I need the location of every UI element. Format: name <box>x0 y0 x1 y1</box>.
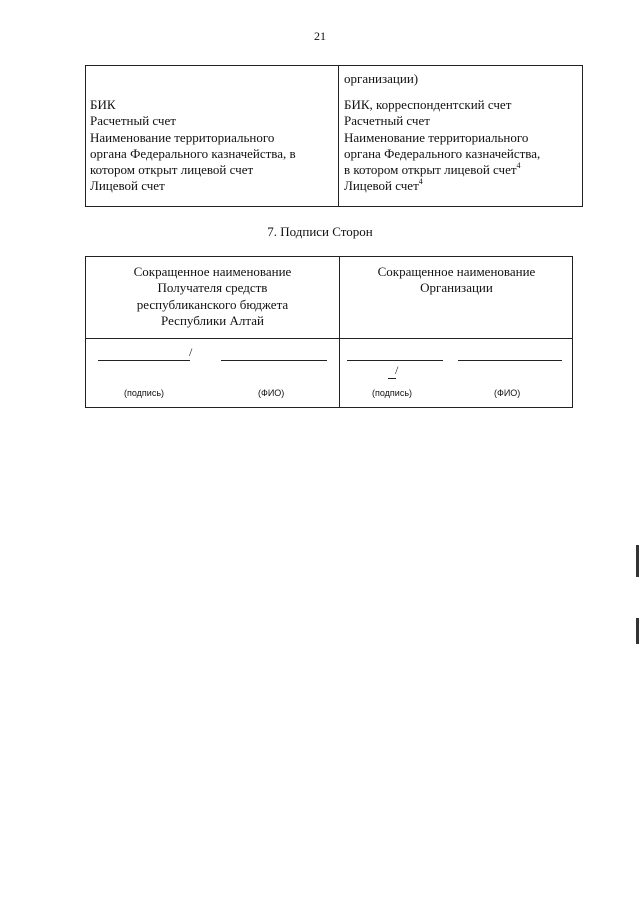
personal-account-label: Лицевой счет <box>90 178 165 194</box>
recipient-bank-lines <box>90 97 296 195</box>
header-line: Сокращенное наименование <box>377 264 536 279</box>
account-label: Расчетный счет <box>90 113 176 129</box>
bik-correspondent-label: БИК, корреспондентский счет <box>344 97 512 112</box>
footnote-mark: 4 <box>516 161 521 171</box>
header-line: Сокращенное наименование <box>133 264 292 279</box>
treasury-label-line-2: органа Федерального казначейства, в <box>90 145 296 161</box>
header-line: Республики Алтай <box>161 313 264 329</box>
organization-slash-underline <box>388 378 396 379</box>
personal-account-label: Лицевой счет$^4$ <box>344 177 423 194</box>
header-line: Получателя средств <box>157 280 268 296</box>
recipient-name-caption: (ФИО) <box>258 388 285 398</box>
scan-edge-mark <box>636 618 639 644</box>
organization-signature-line[interactable] <box>347 360 443 361</box>
signatures-table <box>85 256 573 408</box>
recipient-bank-details <box>86 66 339 206</box>
section-title: 7. Подписи Сторон <box>267 224 373 239</box>
column-divider <box>339 257 340 407</box>
recipient-name-header <box>86 264 339 330</box>
signatures-header-row <box>86 257 572 339</box>
treasury-label-line-2: органа Федерального казначейства, <box>344 145 541 161</box>
organization-bank-details <box>339 66 582 206</box>
recipient-slash: / <box>189 345 193 359</box>
scan-edge-mark <box>636 545 639 577</box>
carried-over-text: организации) <box>344 71 419 86</box>
treasury-label-line-3: в котором открыт лицевой счет$^4$ <box>344 161 521 178</box>
recipient-name-line[interactable] <box>221 360 327 361</box>
organization-bank-lines <box>344 97 540 195</box>
recipient-signature-caption: (подпись) <box>124 388 165 398</box>
organization-name-caption: (ФИО) <box>494 388 521 398</box>
page-number: 21 <box>314 29 326 43</box>
organization-name-line[interactable] <box>458 360 562 361</box>
organization-name-header <box>341 264 572 297</box>
header-line: Организации <box>420 280 493 296</box>
organization-signature-caption: (подпись) <box>372 388 413 398</box>
bik-label: БИК <box>90 97 116 112</box>
treasury-label-line-1: Наименование территориального <box>90 129 275 145</box>
account-label: Расчетный счет <box>344 113 430 129</box>
header-line: республиканского бюджета <box>136 296 289 312</box>
recipient-signature-line[interactable] <box>98 360 190 361</box>
treasury-label-line-3: котором открыт лицевой счет <box>90 162 254 178</box>
organization-slash: / <box>395 363 399 377</box>
bank-details-table <box>85 65 583 207</box>
footnote-mark: 4 <box>418 177 423 187</box>
treasury-label-line-1: Наименование территориального <box>344 129 529 145</box>
